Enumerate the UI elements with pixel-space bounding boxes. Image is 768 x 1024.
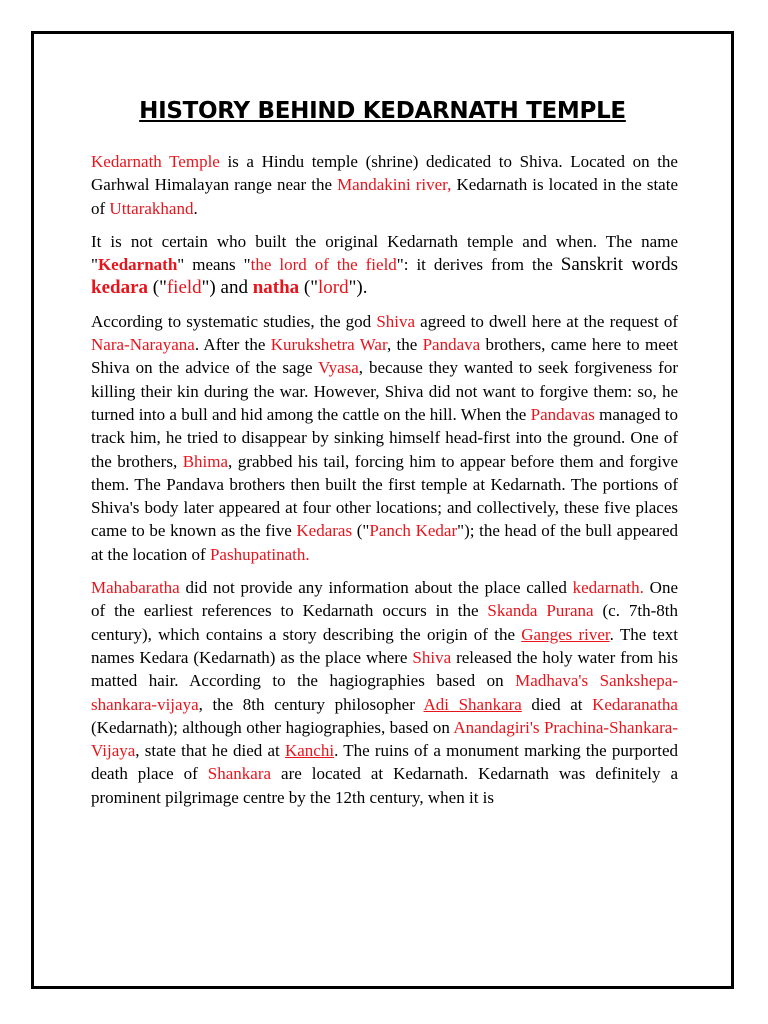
link-panch-kedar[interactable]: Panch Kedar bbox=[369, 521, 458, 541]
term-natha: natha bbox=[252, 277, 300, 299]
text: , because they wanted to seek forgiveness for killing their kin during the war. However, Shiva did not want to forgive them: so, he turned into a bull and hid among the cattle on the hill. When the bbox=[91, 358, 678, 424]
text: are located at Kedarnath. Kedarnath was definitely a prominent pilgrimage centre by the 12th century, when it is bbox=[91, 764, 679, 807]
text: " means " bbox=[177, 255, 251, 275]
term-field: field bbox=[166, 277, 202, 299]
paragraph-legend bbox=[91, 310, 678, 566]
link-skanda-purana[interactable]: Skanda Purana bbox=[487, 601, 594, 621]
text: (Kedarnath); although other hagiographies, based on bbox=[91, 717, 454, 737]
link-pandavas[interactable]: Pandavas bbox=[530, 404, 595, 424]
link-kedarnath[interactable]: kedarnath. bbox=[572, 578, 644, 598]
link-prachina-shankara-vijaya[interactable]: Anandagiri's Prachina-Shankara-Vijaya bbox=[91, 717, 678, 761]
text: Sanskrit words bbox=[560, 254, 678, 276]
text: died at bbox=[521, 694, 593, 714]
page-title: HISTORY BEHIND KEDARNATH TEMPLE bbox=[139, 98, 626, 124]
link-kedaranatha[interactable]: Kedaranatha bbox=[592, 694, 678, 714]
text: "). bbox=[348, 277, 368, 299]
term-kedarnath: Kedarnath bbox=[97, 255, 178, 275]
text: It is not certain who built the original Kedarnath temple and when. The name " bbox=[91, 231, 678, 275]
link-adi-shankara[interactable]: Adi Shankara bbox=[423, 694, 522, 714]
link-uttarakhand[interactable]: Uttarakhand bbox=[109, 198, 194, 218]
text: ") and bbox=[201, 277, 253, 299]
term-lord-of-the-field: the lord of the field bbox=[250, 255, 397, 275]
document-body bbox=[91, 150, 678, 819]
text: agreed to dwell here at the request of bbox=[415, 311, 678, 331]
paragraph-intro bbox=[91, 150, 678, 220]
link-shiva[interactable]: Shiva bbox=[412, 647, 452, 667]
link-kanchi[interactable]: Kanchi bbox=[284, 741, 335, 761]
paragraph-name-meaning bbox=[91, 230, 678, 300]
text: . The ruins of a monument marking the purported death place of bbox=[91, 741, 678, 784]
text: "); the head of the bull appeared at the location of bbox=[91, 521, 679, 564]
text: released the holy water from his matted hair. According to the hagiographies based on bbox=[91, 647, 678, 691]
text: According to systematic studies, the god bbox=[91, 311, 377, 331]
text: brothers, came here to meet Shiva on the advice of the sage bbox=[91, 335, 679, 378]
link-sankshepa-shankara-vijaya[interactable]: Madhava's Sankshepa-shankara-vijaya bbox=[91, 671, 678, 714]
text: , the 8th century philosopher bbox=[198, 694, 424, 714]
link-bhima[interactable]: Bhima bbox=[182, 451, 229, 471]
text: (c. 7th-8th century), which contains a story describing the origin of the bbox=[91, 601, 678, 644]
link-shiva[interactable]: Shiva bbox=[376, 311, 416, 331]
term-kedara: kedara bbox=[91, 277, 148, 299]
term-lord: lord bbox=[318, 277, 349, 299]
link-nara-narayana[interactable]: Nara-Narayana bbox=[91, 335, 195, 355]
link-kedarnath-temple[interactable]: Kedarnath Temple bbox=[91, 152, 220, 171]
link-mandakini-river[interactable]: Mandakini river, bbox=[337, 175, 452, 195]
link-shankara[interactable]: Shankara bbox=[207, 764, 272, 784]
link-kurukshetra-war[interactable]: Kurukshetra War bbox=[270, 335, 387, 355]
text: , grabbed his tail, forcing him to appear before them and forgive them. The Pandava brothers then built the first temple at Kedarnath. The portions of Shiva's body later appeared at four other locations; and collectively, these five places came to be known as the five bbox=[91, 451, 678, 541]
text: One of the earliest references to Kedarnath occurs in the bbox=[91, 578, 678, 621]
text: ": it derives from the bbox=[396, 255, 561, 275]
link-kedaras[interactable]: Kedaras bbox=[296, 521, 353, 541]
paragraph-references bbox=[91, 576, 678, 809]
text: (" bbox=[352, 521, 370, 541]
link-vyasa[interactable]: Vyasa bbox=[318, 358, 359, 378]
text: , the bbox=[386, 335, 423, 355]
link-pandava[interactable]: Pandava bbox=[422, 335, 481, 355]
text: , state that he died at bbox=[135, 741, 285, 761]
text: managed to track him, he tried to disappear by sinking himself head-first into the ground. One of the brothers, bbox=[91, 404, 678, 471]
link-mahabaratha[interactable]: Mahabaratha bbox=[91, 578, 180, 598]
text: . After the bbox=[194, 335, 271, 355]
text: (" bbox=[299, 277, 319, 299]
text: Kedarnath is located in the state of bbox=[91, 175, 678, 218]
text: did not provide any information about the place called bbox=[179, 578, 573, 598]
text: (" bbox=[148, 277, 167, 299]
link-ganges-river[interactable]: Ganges river bbox=[521, 624, 610, 644]
link-pashupatinath[interactable]: Pashupatinath. bbox=[209, 544, 310, 564]
text: is a Hindu temple (shrine) dedicated to Shiva. Located on the Garhwal Himalayan range near the bbox=[91, 152, 678, 195]
text: . The text names Kedara (Kedarnath) as the place where bbox=[91, 624, 679, 667]
text: . bbox=[193, 198, 198, 218]
